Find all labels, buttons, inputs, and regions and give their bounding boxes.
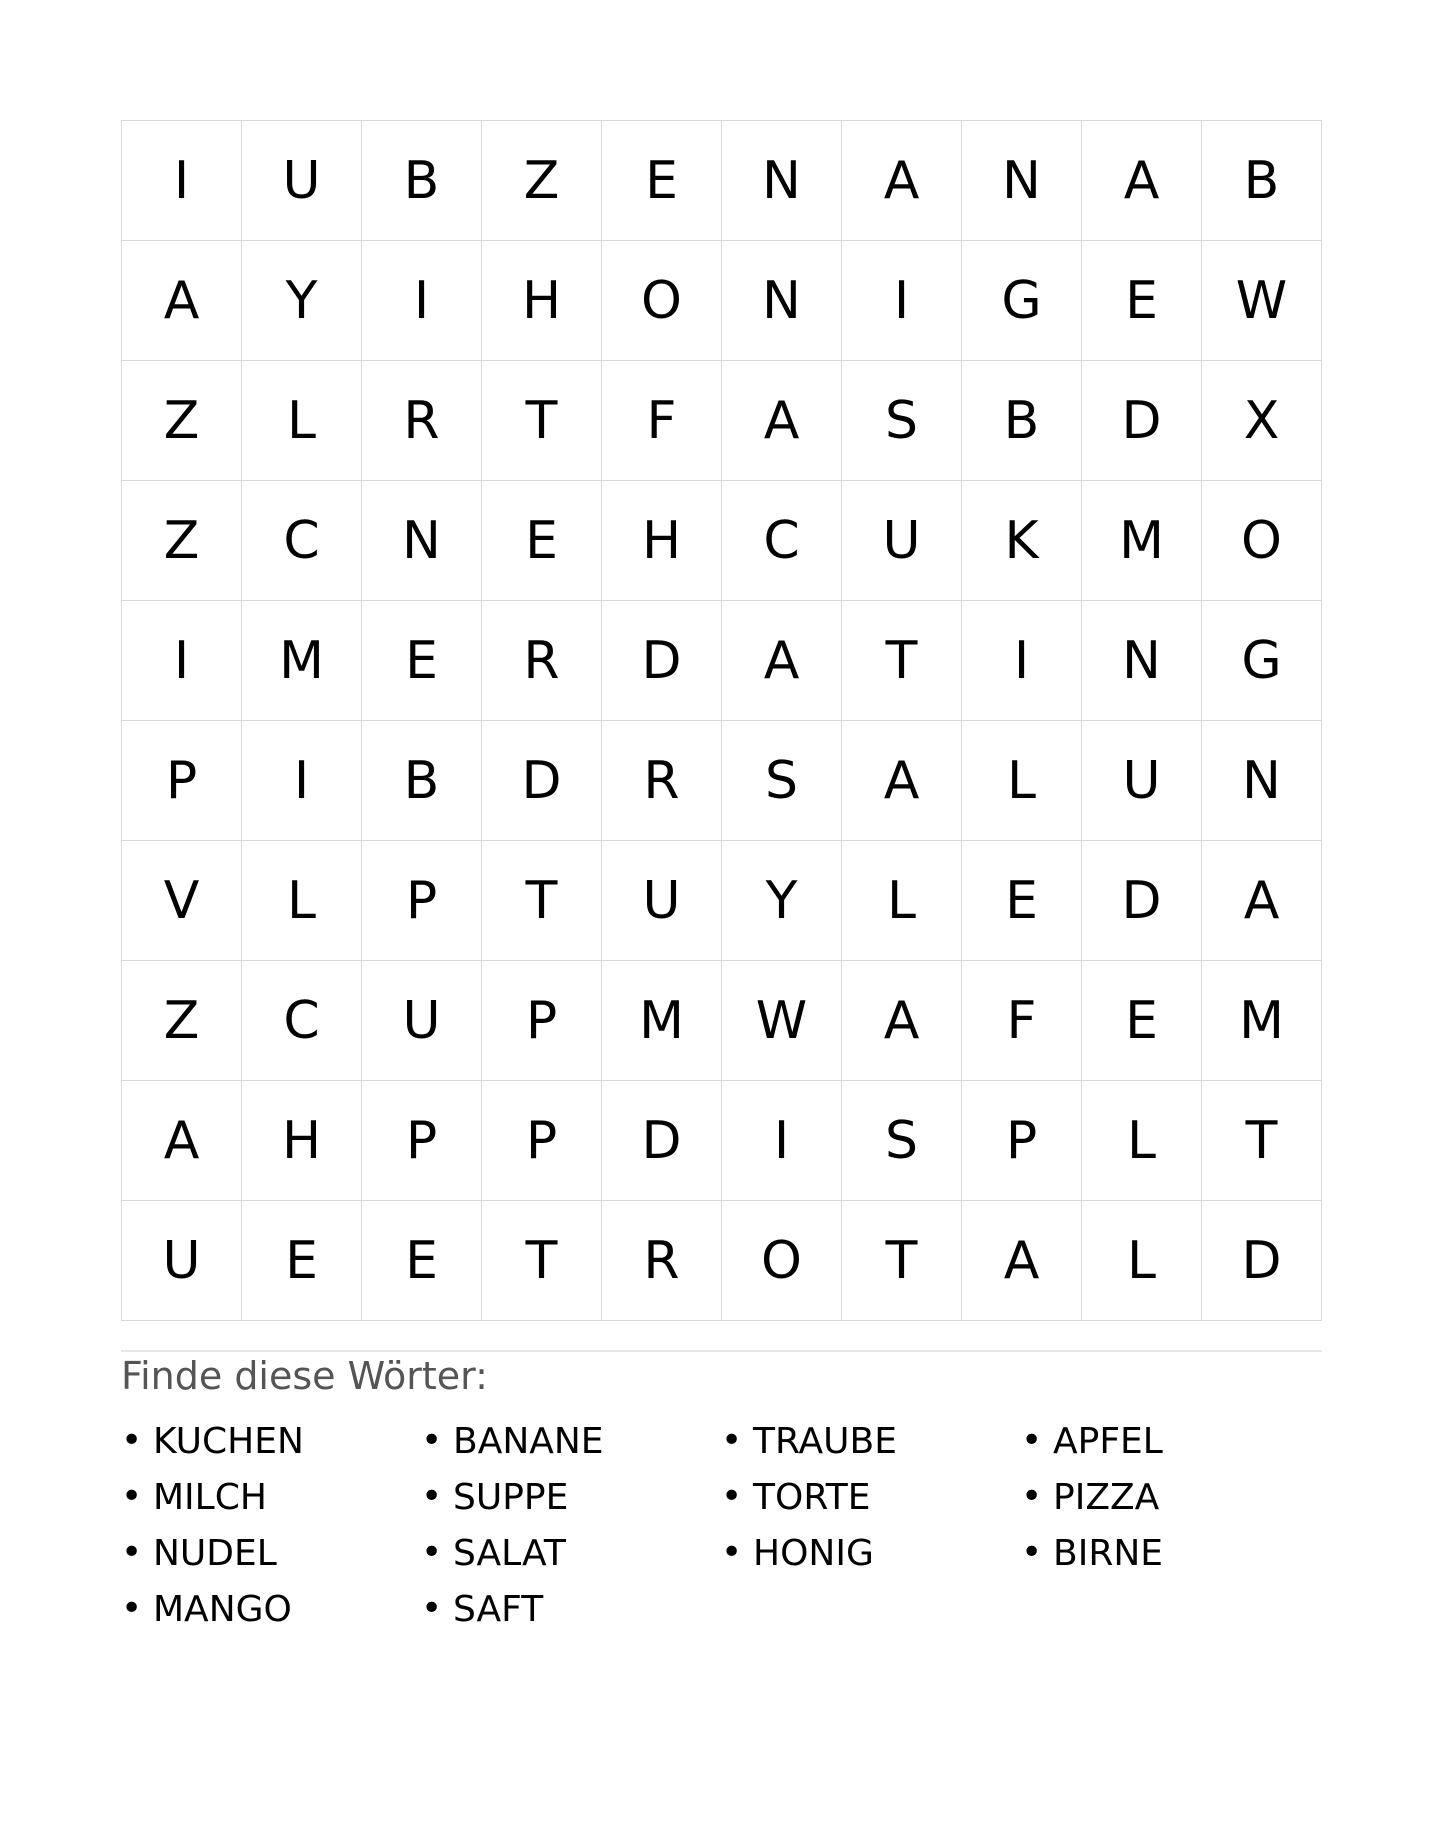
grid-cell[interactable]: D (602, 601, 722, 721)
grid-cell[interactable]: P (962, 1081, 1082, 1201)
grid-cell[interactable]: B (362, 121, 482, 241)
grid-cell[interactable]: E (1082, 961, 1202, 1081)
grid-cell[interactable]: E (1082, 241, 1202, 361)
grid-cell[interactable]: A (722, 361, 842, 481)
grid-cell[interactable]: Z (482, 121, 602, 241)
grid-cell[interactable]: A (122, 241, 242, 361)
bullet-icon: • (121, 1588, 143, 1629)
grid-cell[interactable]: S (842, 1081, 962, 1201)
bullet-icon: • (421, 1532, 443, 1573)
grid-cell[interactable]: I (242, 721, 362, 841)
grid-cell[interactable]: P (362, 841, 482, 961)
word-list-item (421, 1525, 721, 1581)
grid-cell[interactable]: O (1202, 481, 1322, 601)
word-list-title: Finde diese Wörter: (121, 1354, 488, 1398)
grid-cell[interactable]: I (362, 241, 482, 361)
grid-cell[interactable]: W (722, 961, 842, 1081)
bullet-icon: • (421, 1476, 443, 1517)
word-label: NUDEL (153, 1532, 277, 1574)
word-list-item (721, 1469, 1021, 1525)
grid-cell[interactable]: B (362, 721, 482, 841)
grid-cell[interactable]: I (842, 241, 962, 361)
grid-cell[interactable]: R (362, 361, 482, 481)
grid-cell[interactable]: N (1202, 721, 1322, 841)
word-label: HONIG (753, 1532, 874, 1574)
bullet-icon: • (121, 1476, 143, 1517)
word-list-item (1021, 1469, 1321, 1525)
grid-cell[interactable]: U (362, 961, 482, 1081)
grid-cell[interactable]: O (602, 241, 722, 361)
grid-cell[interactable]: P (122, 721, 242, 841)
bullet-icon: • (121, 1420, 143, 1461)
bullet-icon: • (1021, 1532, 1043, 1573)
bullet-icon: • (721, 1476, 743, 1517)
word-list-item (421, 1413, 721, 1469)
grid-cell[interactable]: L (842, 841, 962, 961)
grid-cell[interactable]: E (482, 481, 602, 601)
grid-cell[interactable]: E (362, 1201, 482, 1321)
grid-cell[interactable]: B (1202, 121, 1322, 241)
word-label: MANGO (153, 1588, 292, 1630)
grid-cell[interactable]: T (482, 841, 602, 961)
grid-cell[interactable]: P (482, 961, 602, 1081)
word-list-item (121, 1413, 421, 1469)
grid-cell[interactable]: M (1202, 961, 1322, 1081)
grid-cell[interactable]: A (842, 961, 962, 1081)
grid-cell[interactable]: L (1082, 1201, 1202, 1321)
grid-cell[interactable]: C (242, 961, 362, 1081)
grid-cell[interactable]: D (1082, 361, 1202, 481)
word-list-item (121, 1525, 421, 1581)
grid-cell[interactable]: N (962, 121, 1082, 241)
grid-cell[interactable]: B (962, 361, 1082, 481)
grid-cell[interactable]: M (602, 961, 722, 1081)
divider (121, 1350, 1322, 1352)
grid-cell[interactable]: D (1082, 841, 1202, 961)
grid-cell[interactable]: R (602, 1201, 722, 1321)
word-label: BANANE (453, 1420, 604, 1462)
grid-cell[interactable]: A (842, 721, 962, 841)
grid-cell[interactable]: T (482, 361, 602, 481)
bullet-icon: • (721, 1420, 743, 1461)
grid-cell[interactable]: T (482, 1201, 602, 1321)
grid-cell[interactable]: A (842, 121, 962, 241)
grid-cell[interactable]: L (962, 721, 1082, 841)
grid-cell[interactable]: L (242, 841, 362, 961)
grid-cell[interactable]: L (1082, 1081, 1202, 1201)
bullet-icon: • (421, 1420, 443, 1461)
grid-cell[interactable]: X (1202, 361, 1322, 481)
grid-cell[interactable]: G (1202, 601, 1322, 721)
grid-cell[interactable]: N (722, 121, 842, 241)
word-list-item (721, 1413, 1021, 1469)
word-list-item (1021, 1525, 1321, 1581)
grid-cell[interactable]: U (602, 841, 722, 961)
bullet-icon: • (1021, 1476, 1043, 1517)
word-list-item (121, 1469, 421, 1525)
word-list (121, 1413, 1321, 1637)
word-label: TRAUBE (753, 1420, 897, 1462)
word-label: BIRNE (1053, 1532, 1164, 1574)
grid-cell[interactable]: Z (122, 361, 242, 481)
bullet-icon: • (421, 1588, 443, 1629)
word-list-item (421, 1469, 721, 1525)
grid-cell[interactable]: P (482, 1081, 602, 1201)
grid-cell[interactable]: V (122, 841, 242, 961)
grid-cell[interactable]: H (482, 241, 602, 361)
word-list-item (421, 1581, 721, 1637)
word-list-item (721, 1525, 1021, 1581)
grid-cell[interactable]: R (602, 721, 722, 841)
bullet-icon: • (121, 1532, 143, 1573)
grid-cell[interactable]: C (722, 481, 842, 601)
word-list-item (121, 1581, 421, 1637)
grid-cell[interactable]: W (1202, 241, 1322, 361)
word-label: SUPPE (453, 1476, 569, 1518)
word-label: KUCHEN (153, 1420, 304, 1462)
grid-cell[interactable]: I (122, 121, 242, 241)
grid-cell[interactable]: N (722, 241, 842, 361)
word-label: SALAT (453, 1532, 566, 1574)
grid-cell[interactable]: S (722, 721, 842, 841)
grid-cell[interactable]: A (722, 601, 842, 721)
grid-cell[interactable]: D (602, 1081, 722, 1201)
grid-cell[interactable]: Z (122, 481, 242, 601)
grid-cell[interactable]: U (1082, 721, 1202, 841)
grid-cell[interactable]: N (362, 481, 482, 601)
word-label: SAFT (453, 1588, 544, 1630)
grid-cell[interactable]: O (722, 1201, 842, 1321)
grid-cell[interactable]: D (1202, 1201, 1322, 1321)
grid-cell[interactable]: F (962, 961, 1082, 1081)
grid-cell[interactable]: I (722, 1081, 842, 1201)
word-search-grid (121, 120, 1322, 1321)
grid-cell[interactable]: D (482, 721, 602, 841)
grid-cell[interactable]: F (602, 361, 722, 481)
word-list-item (1021, 1413, 1321, 1469)
word-label: APFEL (1053, 1420, 1163, 1462)
grid-cell[interactable]: C (242, 481, 362, 601)
grid-cell[interactable]: T (1202, 1081, 1322, 1201)
grid-cell[interactable]: Y (242, 241, 362, 361)
grid-cell[interactable]: A (1202, 841, 1322, 961)
grid-cell[interactable]: U (242, 121, 362, 241)
grid-cell[interactable]: H (242, 1081, 362, 1201)
word-label: MILCH (153, 1476, 267, 1518)
grid-cell[interactable]: U (122, 1201, 242, 1321)
grid-cell[interactable]: A (122, 1081, 242, 1201)
grid-cell[interactable]: A (962, 1201, 1082, 1321)
word-label: TORTE (753, 1476, 871, 1518)
grid-cell[interactable]: S (842, 361, 962, 481)
grid-cell[interactable]: R (482, 601, 602, 721)
grid-cell[interactable]: E (962, 841, 1082, 961)
grid-cell[interactable]: N (1082, 601, 1202, 721)
grid-cell[interactable]: T (842, 601, 962, 721)
grid-cell[interactable]: T (842, 1201, 962, 1321)
grid-cell[interactable]: G (962, 241, 1082, 361)
grid-cell[interactable]: I (962, 601, 1082, 721)
word-label: PIZZA (1053, 1476, 1160, 1518)
grid-cell[interactable]: M (1082, 481, 1202, 601)
grid-cell[interactable]: H (602, 481, 722, 601)
grid-cell[interactable]: I (122, 601, 242, 721)
grid-cell[interactable]: Z (122, 961, 242, 1081)
grid-cell[interactable]: Y (722, 841, 842, 961)
grid-cell[interactable]: E (362, 601, 482, 721)
grid-cell[interactable]: U (842, 481, 962, 601)
grid-cell[interactable]: A (1082, 121, 1202, 241)
grid-cell[interactable]: P (362, 1081, 482, 1201)
grid-cell[interactable]: M (242, 601, 362, 721)
grid-cell[interactable]: E (602, 121, 722, 241)
bullet-icon: • (721, 1532, 743, 1573)
grid-cell[interactable]: E (242, 1201, 362, 1321)
grid-cell[interactable]: L (242, 361, 362, 481)
bullet-icon: • (1021, 1420, 1043, 1461)
grid-cell[interactable]: K (962, 481, 1082, 601)
